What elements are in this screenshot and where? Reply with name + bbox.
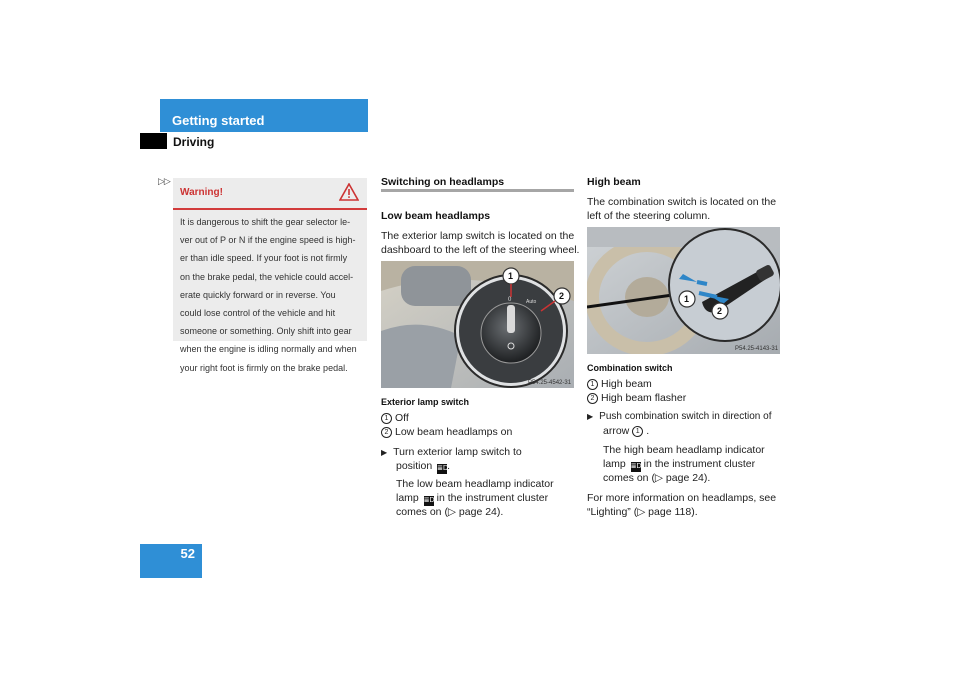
- step-text: position: [396, 460, 433, 472]
- legend-number: 2: [587, 393, 598, 404]
- auto-position-label: Auto: [526, 299, 537, 305]
- legend-item: [587, 377, 652, 391]
- result-text: in the instrument cluster: [436, 492, 549, 504]
- intro-line: The combination switch is located on the: [587, 196, 777, 208]
- step-text: Push combination switch in direction of: [599, 411, 772, 422]
- instruction-step: [587, 410, 771, 424]
- step-text: Turn exterior lamp switch to: [393, 446, 522, 458]
- warning-line: ver out of P or N if the engine speed is high-: [180, 235, 356, 246]
- off-position-label: 0: [508, 297, 512, 303]
- intro-line: dashboard to the left of the steering wheel.: [381, 244, 580, 256]
- result-line: comes on (▷ page 24).: [396, 506, 504, 518]
- warning-line: when the engine is idling normally and when: [180, 344, 357, 355]
- warning-text: [180, 213, 363, 377]
- figure-caption: Exterior lamp switch: [381, 397, 470, 407]
- warning-line: er than idle speed. If your foot is not firmly: [180, 253, 348, 264]
- heading-rule: [381, 189, 574, 192]
- subsection-title: Driving: [173, 135, 215, 149]
- legend-text: Low beam headlamps on: [395, 426, 513, 438]
- step-end: .: [646, 425, 650, 437]
- more-info-line: For more information on headlamps, see: [587, 492, 777, 504]
- result-text: lamp: [603, 458, 626, 470]
- warning-line: on the brake pedal, the vehicle could accel-: [180, 271, 354, 282]
- high-beam-heading: High beam: [587, 176, 641, 188]
- low-beam-symbol-icon: ≣D: [437, 465, 449, 472]
- bullet-triangle-icon: ▶: [587, 412, 594, 421]
- warning-line: your right foot is firmly on the brake pedal.: [180, 362, 348, 373]
- warning-line: could lose control of the vehicle and hit: [180, 308, 336, 319]
- warning-rule: [173, 208, 367, 210]
- instruction-step-cont: [396, 459, 450, 474]
- figure-code: P54.25-4143-31: [735, 346, 779, 352]
- result-text: in the instrument cluster: [643, 458, 756, 470]
- legend-number: 1: [587, 379, 598, 390]
- arrow-number: 1: [632, 426, 643, 437]
- legend-item: [381, 411, 409, 425]
- step-text: arrow: [603, 425, 630, 437]
- high-beam-indicator-icon: ≣D: [630, 463, 642, 470]
- subsection-marker: [140, 133, 167, 149]
- exterior-lamp-switch-illustration: [381, 261, 574, 388]
- combination-switch-figure: [587, 227, 780, 354]
- step-end: .: [447, 460, 451, 472]
- instruction-step-cont: [603, 424, 649, 438]
- callout-1: 1: [508, 271, 514, 281]
- result-line: The high beam headlamp indicator: [603, 444, 765, 456]
- warning-line: someone or something. Only shift into gear: [180, 326, 352, 337]
- result-line: comes on (▷ page 24).: [603, 472, 711, 484]
- result-line: [603, 457, 755, 472]
- intro-line: The exterior lamp switch is located on the: [381, 230, 575, 242]
- continued-mark: ▷▷: [158, 176, 170, 186]
- section-title: Getting started: [172, 113, 265, 128]
- warning-line: It is dangerous to shift the gear selector le-: [180, 217, 351, 227]
- exterior-lamp-switch-figure: [381, 261, 574, 388]
- legend-number: 2: [381, 427, 392, 438]
- result-text: lamp: [396, 492, 419, 504]
- result-line: The low beam headlamp indicator: [396, 478, 554, 490]
- callout-1: 1: [684, 294, 690, 304]
- page-number: 52: [180, 546, 195, 561]
- figure-code: P54.25-4542-31: [528, 380, 572, 386]
- legend-number: 1: [381, 413, 392, 424]
- bullet-triangle-icon: ▶: [381, 448, 388, 457]
- legend-text: High beam: [601, 378, 652, 390]
- legend-text: Off: [395, 412, 409, 424]
- warning-triangle-icon: [339, 183, 359, 201]
- warning-line: erate quickly forward or in reverse. You: [180, 289, 336, 300]
- combination-switch-illustration: [587, 227, 780, 354]
- headlamps-heading: Switching on headlamps: [381, 176, 505, 188]
- legend-item: [381, 425, 512, 439]
- callout-2: 2: [717, 306, 723, 316]
- legend-item: [587, 391, 686, 405]
- legend-text: High beam flasher: [601, 392, 687, 404]
- more-info-line: “Lighting” (▷ page 118).: [587, 506, 698, 518]
- low-beam-heading: Low beam headlamps: [381, 210, 491, 222]
- result-line: [396, 491, 548, 506]
- low-beam-indicator-icon: ≣D: [423, 497, 435, 504]
- figure-caption: Combination switch: [587, 363, 673, 373]
- instruction-step: [381, 445, 522, 460]
- intro-line: left of the steering column.: [587, 210, 711, 222]
- callout-2: 2: [559, 291, 565, 301]
- warning-title: Warning!: [180, 187, 223, 198]
